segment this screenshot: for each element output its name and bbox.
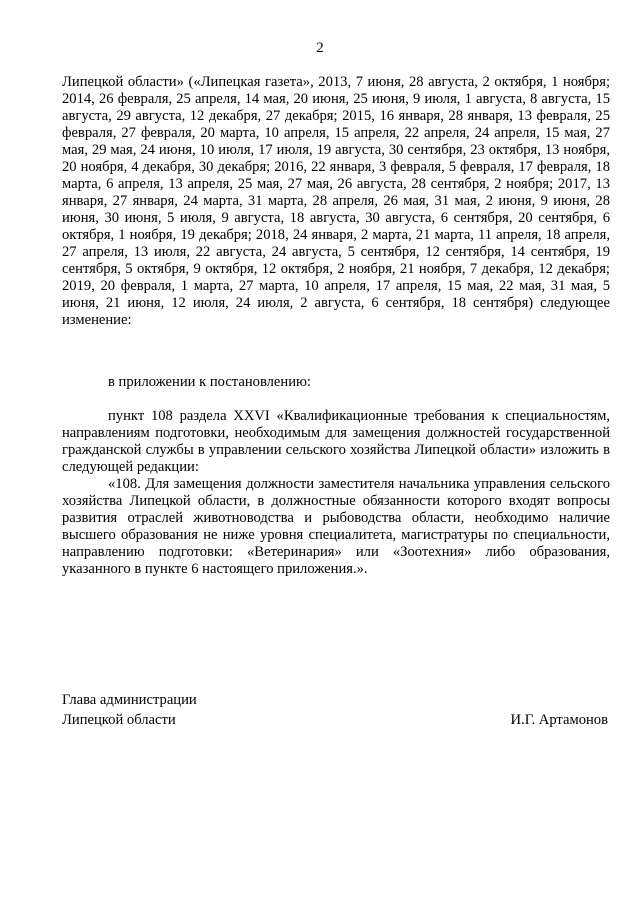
signatory-title-line2: Липецкой области [62, 712, 176, 728]
intro-paragraph: Липецкой области» («Липецкая газета», 2013, 7 июня, 28 августа, 2 октября, 1 ноября; 2014, 26 февраля, 25 апреля, 14 мая, 20 июня, 25 июня, 9 июля, 1 августа, 8 августа, 15 августа, 29 августа, 12 декабря, 27 декабря; 2015, 16 января, 28 января, 13 февраля, 25 февраля, 27 февраля, 20 марта, 10 апреля, 15 апреля, 22 апреля, 24 апреля, 15 мая, 27 мая, 29 мая, 24 июня, 10 июля, 17 июля, 19 августа, 30 сентября, 23 октября, 13 ноября, 20 ноября, 4 декабря, 30 декабря; 2016, 22 января, 3 февраля, 5 февраля, 17 февраля, 18 марта, 6 апреля, 13 апреля, 25 мая, 27 мая, 26 августа, 28 сентября, 2 ноября; 2017, 13 января, 27 января, 24 марта, 31 марта, 28 апреля, 26 мая, 31 мая, 2 июня, 9 июня, 28 июня, 30 июня, 5 июля, 9 августа, 18 августа, 30 августа, 6 сентября, 20 сентября, 6 октября, 1 ноября, 19 декабря; 2018, 24 января, 2 марта, 21 марта, 11 апреля, 18 апреля, 27 апреля, 13 июля, 22 августа, 24 августа, 5 сентября, 12 сентября, 14 сентября, 19 сентября, 5 октября, 9 октября, 12 октября, 2 ноября, 21 ноября, 7 декабря, 12 декабря; 2019, 20 февраля, 1 марта, 27 марта, 10 апреля, 17 апреля, 15 мая, 22 мая, 31 мая, 5 июня, 21 июня, 12 июля, 24 июля, 2 августа, 6 сентября, 18 сентября) следующее изменение: [62, 74, 610, 328]
signatory-title-line1: Глава администрации [62, 692, 197, 708]
clause-block [62, 408, 610, 578]
appendix-paragraph: в приложении к постановлению: [108, 374, 311, 390]
intro-paragraph-block [62, 74, 610, 329]
signature-block [62, 690, 610, 730]
signature-row [62, 710, 610, 730]
appendix-paragraph-block [62, 374, 610, 391]
page-number: 2 [316, 40, 324, 56]
clause-text-paragraph: «108. Для замещения должности заместителя начальника управления сельского хозяйства Липецкой области, в должностные обязанности которого входят вопросы развития отраслей животноводства и рыбоводства области, необходимо наличие высшего образования не ниже уровня специалитета, магистратуры по специальности, направлению подготовки: «Ветеринария» или «Зоотехния» либо образования, указанного в пункте 6 настоящего приложения.». [62, 476, 610, 577]
clause-intro-paragraph: пункт 108 раздела XXVI «Квалификационные требования к специальностям, направлениям подготовки, необходимым для замещения должностей государственной гражданской службы в управлении сельского хозяйства Липецкой области» изложить в следующей редакции: [62, 408, 610, 475]
signatory-name: И.Г. Артамонов [510, 712, 608, 728]
